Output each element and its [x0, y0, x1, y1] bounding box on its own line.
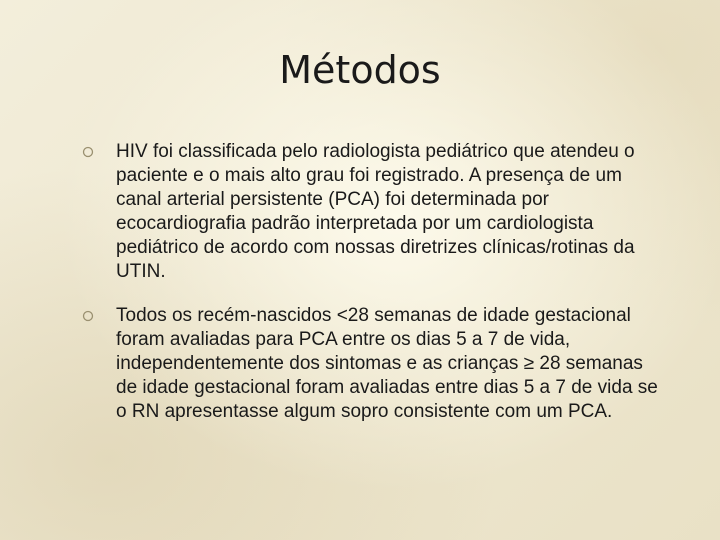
- bullet-item: [80, 140, 660, 284]
- circle-bullet-icon: [82, 146, 94, 158]
- bullet-item: [80, 304, 660, 424]
- slide-title: Métodos: [279, 48, 441, 92]
- bullet-text: Todos os recém-nascidos <28 semanas de idade gestacional foram avaliadas para PCA entre os dias 5 a 7 de vida, independentemente dos sintomas e as crianças ≥ 28 semanas de idade gestacional foram avaliadas entre dias 5 a 7 de vida se o RN apresentasse algum sopro consistente com um PCA.: [116, 305, 658, 422]
- bullet-list: [80, 140, 660, 444]
- circle-bullet-icon: [82, 310, 94, 322]
- bullet-text: HIV foi classificada pelo radiologista pediátrico que atendeu o paciente e o mais alto grau foi registrado. A presença de um canal arterial persistente (PCA) foi determinada por ecocardiografia padrão interpretada por um cardiologista pediátrico de acordo com nossas diretrizes clínicas/rotinas da UTIN.: [116, 141, 635, 282]
